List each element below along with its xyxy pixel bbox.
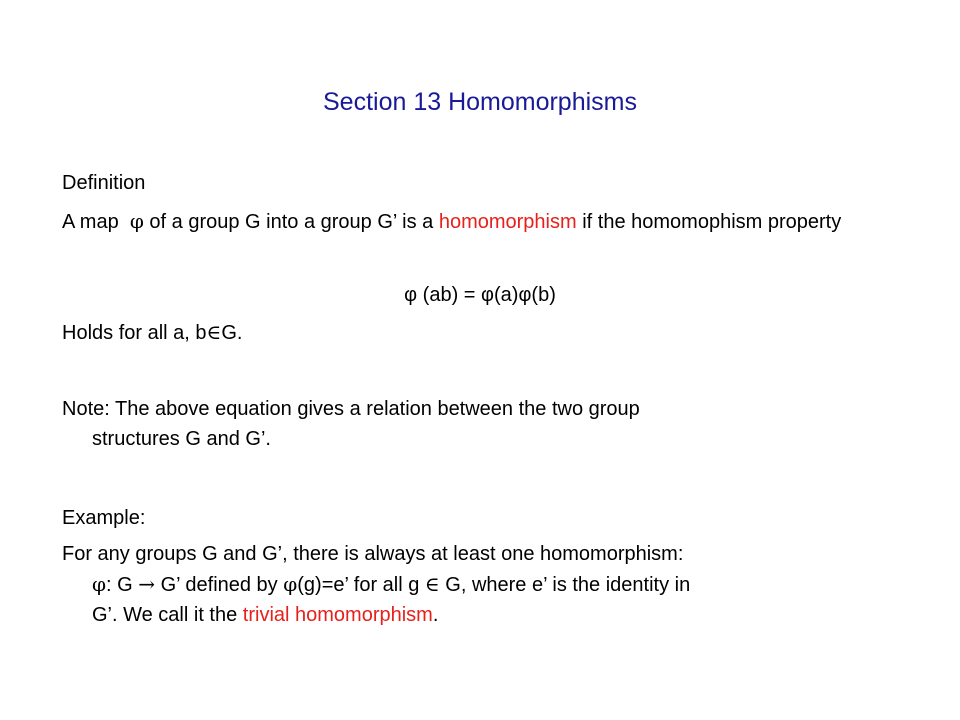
definition-text-middle: of a group G into a group G’ is a [143,211,439,233]
arrow-symbol: → [138,572,156,596]
definition-text-before: A map [62,211,125,233]
example-part-c: (g)=e’ for all g [297,574,425,596]
trivial-homomorphism-term: trivial homomorphism [242,604,433,626]
phi-symbol-b: φ [283,572,298,596]
holds-text: Holds for all a, b [62,322,207,344]
definition-paragraph [62,206,952,237]
note-paragraph [62,394,952,454]
example-part-d: G, where e’ is the identity in [439,574,691,596]
example-line-3-after: . [432,604,439,626]
note-line-1: Note: The above equation gives a relation between the two group [62,398,640,420]
definition-text-after: if the homomophism property [576,211,842,233]
example-heading: Example: [62,507,146,529]
note-line-2: structures G and G’. [92,428,271,450]
example-paragraph [62,539,952,630]
slide-title: Section 13 Homomorphisms [322,88,637,116]
homomorphism-term: homomorphism [438,211,577,233]
element-of-symbol: ∈ [206,320,222,344]
example-part-a: : G [106,574,139,596]
definition-heading: Definition [62,172,146,194]
holds-line [62,317,952,348]
example-part-b: G’ defined by [155,574,284,596]
example-line-1: For any groups G and G’, there is always at least one homomorphism: [62,543,684,565]
holds-end: G. [221,322,243,344]
element-of-symbol-2: ∈ [424,572,440,596]
phi-symbol-a: φ [92,572,107,596]
homomorphism-equation: φ (ab) = φ(a)φ(b) [404,284,556,306]
phi-symbol: φ [129,209,144,233]
example-line-3-before: G’. We call it the [92,604,243,626]
